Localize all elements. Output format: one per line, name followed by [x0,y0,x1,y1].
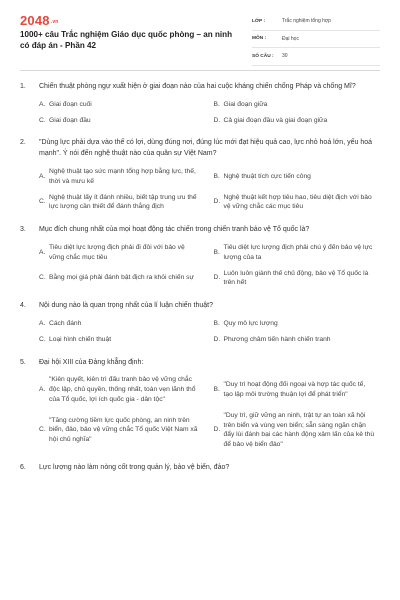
question-stem [20,82,380,93]
answer-letter: B. [213,100,220,108]
answer-option[interactable] [214,319,381,329]
answer-option[interactable] [214,193,381,213]
answer-option[interactable] [214,167,381,187]
answer-letter: A. [39,319,46,327]
meta-key: LỚP : [252,18,266,24]
answer-text: Nghệ thuật tích cực tiến công [223,172,311,180]
question-stem [20,358,380,369]
answer-grid [20,375,380,450]
document-header [0,0,400,60]
answer-letter: D. [213,116,221,124]
answer-option[interactable] [39,269,206,289]
answer-text: Giai đoạn giữa [223,100,268,108]
meta-key: MÔN : [252,36,267,42]
question-text: Nội dung nào là quan trọng nhất của lí luận chiến thuật? [39,302,213,310]
question-6 [20,463,380,474]
meta-value: Đại học [282,35,299,42]
answer-letter: D. [213,198,221,206]
question-stem [20,301,380,312]
answer-text: Luôn luôn giành thế chủ động, bảo vệ Tổ quốc là trên hết [223,269,369,287]
question-list [20,82,380,487]
answer-text: Giai đoạn cuối [49,100,92,108]
meta-row-subject [252,31,380,49]
answer-text: Nghệ thuật kết hợp tiêu hao, tiêu diệt địch với bảo vệ vững chắc các mục tiêu [223,193,372,211]
answer-option[interactable] [39,243,206,263]
answer-option[interactable] [39,335,206,345]
question-number: 3. [20,226,26,234]
answer-text: Nghệ thuật tạo sức mạnh tổng hợp bằng lực, thế, thời và mưu kế [49,167,196,185]
answer-option[interactable] [214,269,381,289]
answer-letter: C. [39,426,46,434]
answer-letter: A. [39,172,46,180]
answer-option[interactable] [214,100,381,110]
answer-letter: D. [213,426,221,434]
question-text: Lực lượng nào làm nòng cốt trong quản lý, bảo vệ biển, đảo? [39,463,230,471]
question-text: Mục đích chung nhất của mọi hoạt động tác chiến trong chiến tranh bảo vệ Tổ quốc là? [39,226,310,234]
answer-text: Bằng mọi giá phải đánh bật địch ra khỏi chiến sự [49,274,195,282]
answer-letter: A. [39,100,46,108]
meta-row-count [252,48,380,66]
site-logo[interactable]: 2048.vn [20,13,59,28]
answer-text: Cách đánh [49,319,82,327]
meta-row-class [252,13,380,31]
question-text: Đại hội XIII của Đảng khẳng định: [39,358,144,366]
answer-letter: B. [213,386,220,394]
answer-text: "Kiên quyết, kiên trì đấu tranh bảo vệ vững chắc độc lập, chủ quyền, thống nhất, toàn vẹn lãnh thổ của Tổ quốc, lợi ích quốc gia - dân tộc" [49,376,196,403]
meta-table [252,13,380,66]
answer-text: Phương châm tiến hành chiến tranh [223,335,331,343]
answer-grid [20,319,380,345]
question-text: "Dùng lực phải dựa vào thế có lợi, dùng đúng nơi, đúng lúc mới đạt hiệu quả cao, lực nhỏ hoá lớn, yếu hoá mạnh". Ý nói đến nghệ thuật nào của quân sự Việt Nam? [39,139,373,158]
answer-text: Giai đoạn đầu [49,116,91,124]
answer-text: "Tăng cường tiềm lực quốc phòng, an ninh trên biển, đảo, bảo vệ vững chắc Tổ quốc Việt Nam xã hội chủ nghĩa" [49,416,198,444]
answer-letter: B. [213,172,220,180]
question-number: 1. [20,83,26,90]
answer-text: "Duy trì hoạt động đối ngoại và hợp tác quốc tế, tạo lập môi trường thuận lợi để phát triển" [223,381,366,399]
answer-text: Loại hình chiến thuật [49,335,112,343]
answer-option[interactable] [39,319,206,329]
question-text: Chiến thuật phòng ngự xuất hiện ở giai đoạn nào của hai cuộc kháng chiến chống Pháp và chống Mĩ? [39,83,356,90]
answer-grid [20,100,380,126]
meta-key: SỐ CÂU : [252,53,274,59]
answer-option[interactable] [39,116,206,126]
answer-letter: A. [39,248,46,256]
answer-text: Nghệ thuật lấy ít đánh nhiều, biết tập trung ưu thế lực lượng cần thiết để đánh thắng địch [49,193,197,211]
answer-letter: A. [39,386,46,394]
answer-option[interactable] [214,243,381,263]
answer-text: "Duy trì, giữ vững an ninh, trật tự an toàn xã hội trên biển và vùng ven biển; sẵn sàng ngăn chặn đẩy lùi đánh bại các hành động xâm lấn của kẻ thù để bảo vệ biển đảo" [223,411,375,449]
question-number: 2. [20,139,26,147]
answer-text: Tiêu diệt lực lượng địch phải đi đôi với bảo vệ vững chắc mục tiêu [49,243,185,261]
answer-option[interactable] [39,411,206,450]
answer-letter: B. [213,319,220,327]
answer-text: Quy mô lực lượng [223,319,278,327]
meta-value: 30 [282,53,288,60]
answer-option[interactable] [39,100,206,110]
answer-letter: C. [39,274,46,282]
question-1 [20,82,380,125]
answer-option[interactable] [214,411,381,450]
answer-grid [20,243,380,288]
answer-option[interactable] [214,116,381,126]
question-stem [20,463,380,474]
question-number: 5. [20,358,26,366]
header-divider [20,70,380,71]
meta-value: Trắc nghiệm tổng hợp [282,18,331,25]
question-number: 6. [20,463,26,471]
answer-letter: C. [39,116,46,124]
question-5 [20,358,380,450]
question-3 [20,225,380,288]
answer-option[interactable] [39,167,206,187]
answer-letter: B. [213,248,220,256]
answer-option[interactable] [214,375,381,404]
question-stem [20,225,380,236]
answer-letter: C. [39,198,46,206]
answer-letter: D. [213,335,221,343]
answer-option[interactable] [39,193,206,213]
answer-letter: D. [213,274,221,282]
answer-letter: C. [39,335,46,343]
answer-text: Tiêu diệt lực lượng địch phải chú ý đến bảo vệ lực lượng của ta [223,243,373,261]
question-4 [20,301,380,344]
answer-grid [20,167,380,212]
answer-option[interactable] [39,375,206,404]
question-stem [20,138,380,160]
answer-option[interactable] [214,335,381,345]
question-number: 4. [20,302,26,310]
question-2 [20,138,380,212]
document-title: 1000+ câu Trắc nghiệm Giáo dục quốc phòng – an ninh có đáp án - Phần 42 [20,30,233,50]
answer-text: Cả giai đoạn đầu và giai đoạn giữa [223,116,328,124]
